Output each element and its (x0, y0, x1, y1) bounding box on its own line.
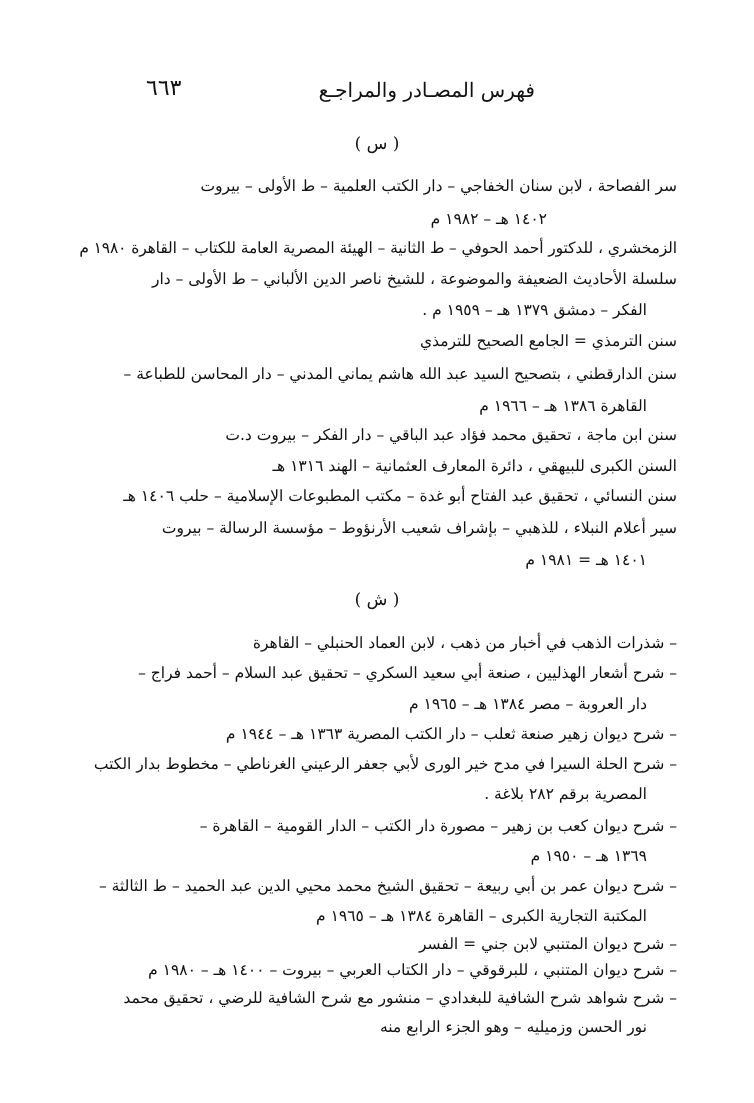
entry-line: القاهرة ١٣٨٦ هـ – ١٩٦٦ م (479, 397, 647, 415)
entry-line: – شذرات الذهب في أخبار من ذهب ، لابن العماد الحنبلي – القاهرة (252, 634, 677, 652)
entry-line: ١٤٠٢ هـ – ١٩٨٢ م (430, 210, 547, 228)
entry-line: سنن النسائي ، تحقيق عبد الفتاح أبو غدة – مكتب المطبوعات الإسلامية – حلب ١٤٠٦ هـ (123, 487, 677, 505)
entry-line: سير أعلام النبلاء ، للذهبي – بإشراف شعيب الأرنؤوط – مؤسسة الرسالة – بيروت (161, 519, 677, 537)
page-number: ٦٦٣ (146, 76, 182, 101)
entry-line: السنن الكبرى للبيهقي ، دائرة المعارف العثمانية – الهند ١٣١٦ هـ (272, 457, 677, 475)
entry-line: سلسلة الأحاديث الضعيفة والموضوعة ، للشيخ ناصر الدين الألباني – ط الأولى – دار (151, 270, 677, 288)
section-heading-shin: ( ش ) (354, 590, 400, 610)
running-title: فهرس المصـادر والمراجـع (318, 78, 535, 102)
entry-line: المكتبة التجارية الكبرى – القاهرة ١٣٨٤ هـ – ١٩٦٥ م (316, 907, 647, 925)
entry-line: المصرية برقم ٢٨٢ بلاغة . (484, 785, 647, 803)
entry-line: – شرح شواهد شرح الشافية للبغدادي – منشور مع شرح الشافية للرضي ، تحقيق محمد (123, 989, 677, 1007)
entry-line: – شرح ديوان المتنبي لابن جني = الفسر (418, 935, 677, 953)
entry-line: – شرح أشعار الهذليين ، صنعة أبي سعيد السكري – تحقيق عبد السلام – أحمد فراج – (138, 664, 677, 682)
entry-line: – شرح ديوان كعب بن زهير – مصورة دار الكتب – الدار القومية – القاهرة – (199, 817, 677, 835)
entry-line: الفكر – دمشق ١٣٧٩ هـ – ١٩٥٩ م . (422, 301, 647, 319)
entry-line: ١٤٠١ هـ = ١٩٨١ م (525, 551, 647, 569)
entry-line: – شرح ديوان زهير صنعة ثعلب – دار الكتب المصرية ١٣٦٣ هـ – ١٩٤٤ م (225, 725, 677, 743)
entry-line: ١٣٦٩ هـ – ١٩٥٠ م (530, 847, 647, 865)
section-heading-sin: ( س ) (354, 134, 400, 154)
entry-line: سر الفصاحة ، لابن سنان الخفاجي – دار الكتب العلمية – ط الأولى – بيروت (200, 177, 677, 195)
entry-line: – شرح ديوان عمر بن أبي ربيعة – تحقيق الشيخ محمد محيي الدين عبد الحميد – ط الثالثة – (98, 877, 677, 895)
entry-line: نور الحسن وزميليه – وهو الجزء الرابع منه (379, 1018, 647, 1036)
entry-line: سنن ابن ماجة ، تحقيق محمد فؤاد عبد الباقي – دار الفكر – بيروت د.ت (225, 426, 677, 444)
entry-line: سنن الترمذي = الجامع الصحيح للترمذي (419, 332, 677, 350)
entry-line: دار العروبة – مصر ١٣٨٤ هـ – ١٩٦٥ م (408, 695, 647, 713)
entry-line: – شرح ديوان المتنبي ، للبرقوقي – دار الكتاب العربي – بيروت – ١٤٠٠ هـ – ١٩٨٠ م (148, 961, 677, 979)
entry-line: الزمخشري ، للدكتور أحمد الحوفي – ط الثانية – الهيئة المصرية العامة للكتاب – القاهرة ١٩٨٠ م (79, 239, 677, 257)
entry-line: – شرح الحلة السيرا في مدح خير الورى لأبي جعفر الرعيني الغرناطي – مخطوط بدار الكتب (93, 755, 677, 773)
entry-line: سنن الدارقطني ، بتصحيح السيد عبد الله هاشم يماني المدني – دار المحاسن للطباعة – (123, 365, 677, 383)
